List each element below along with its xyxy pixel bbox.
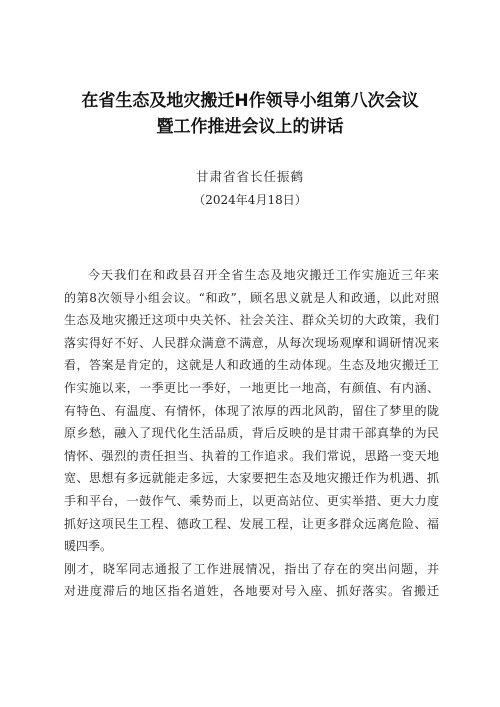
speech-title: [40, 88, 460, 140]
speaker-byline: 甘肃省省长任振鹤: [195, 169, 304, 184]
text-line: 手和平台，一鼓作气、乘势而上，以更高站位、更实举措、更大力度: [64, 493, 439, 508]
text-line: 看，答案是肯定的，这就是人和政通的生动体现。生态及地灾搬迁工: [64, 358, 439, 373]
text-line: 有特色、有温度、有情怀，体现了浓厚的西北风韵，留住了梦里的陇: [64, 403, 439, 418]
text-line: 刚才，晓军同志通报了工作进展情况，指出了存在的突出问题，并: [64, 561, 439, 576]
paragraph: [64, 558, 439, 603]
text-line: 今天我们在和政县召开全省生态及地灾搬迁工作实施近三年来: [88, 268, 439, 282]
text-line: 的第8次领导小组会议。“和政”，顾名思义就是人和政通，以此对照: [64, 290, 439, 305]
text-line: 抓好这项民生工程、德政工程、发展工程，让更多群众远离危险、福: [64, 516, 439, 531]
text-line: 情怀、强烈的责任担当、执着的工作追求。我们常说，思路一变天地: [64, 448, 439, 463]
text-line: 暖四季。: [64, 539, 113, 554]
text-line: 落实得好不好、人民群众满意不满意，从每次现场观摩和调研情况来: [64, 335, 439, 350]
text-line: 对进度滞后的地区指名道姓，各地要对号入座、抓好落实。省搬迁: [64, 584, 439, 599]
text-line: 原乡愁，融入了现代化生活品质，背后反映的是甘肃干部真挚的为民: [64, 426, 439, 441]
text-line: 作实施以来，一季更比一季好，一地更比一地高，有颜值、有内涵、: [64, 380, 439, 395]
text-line: 宽、思想有多远就能走多远，大家要把生态及地灾搬迁作为机遇、抓: [64, 471, 439, 486]
paragraph: [64, 264, 439, 558]
text-line: 生态及地灾搬迁这项中央关怀、社会关注、群众关切的大政策，我们: [64, 313, 439, 328]
speech-body: [64, 264, 439, 603]
speech-date: （2024年4月18日）: [193, 193, 307, 207]
title-line: 暨工作推进会议上的讲话: [156, 117, 344, 137]
title-line: 在省生态及地灾搬迁H作领导小组第八次会议: [81, 91, 419, 111]
